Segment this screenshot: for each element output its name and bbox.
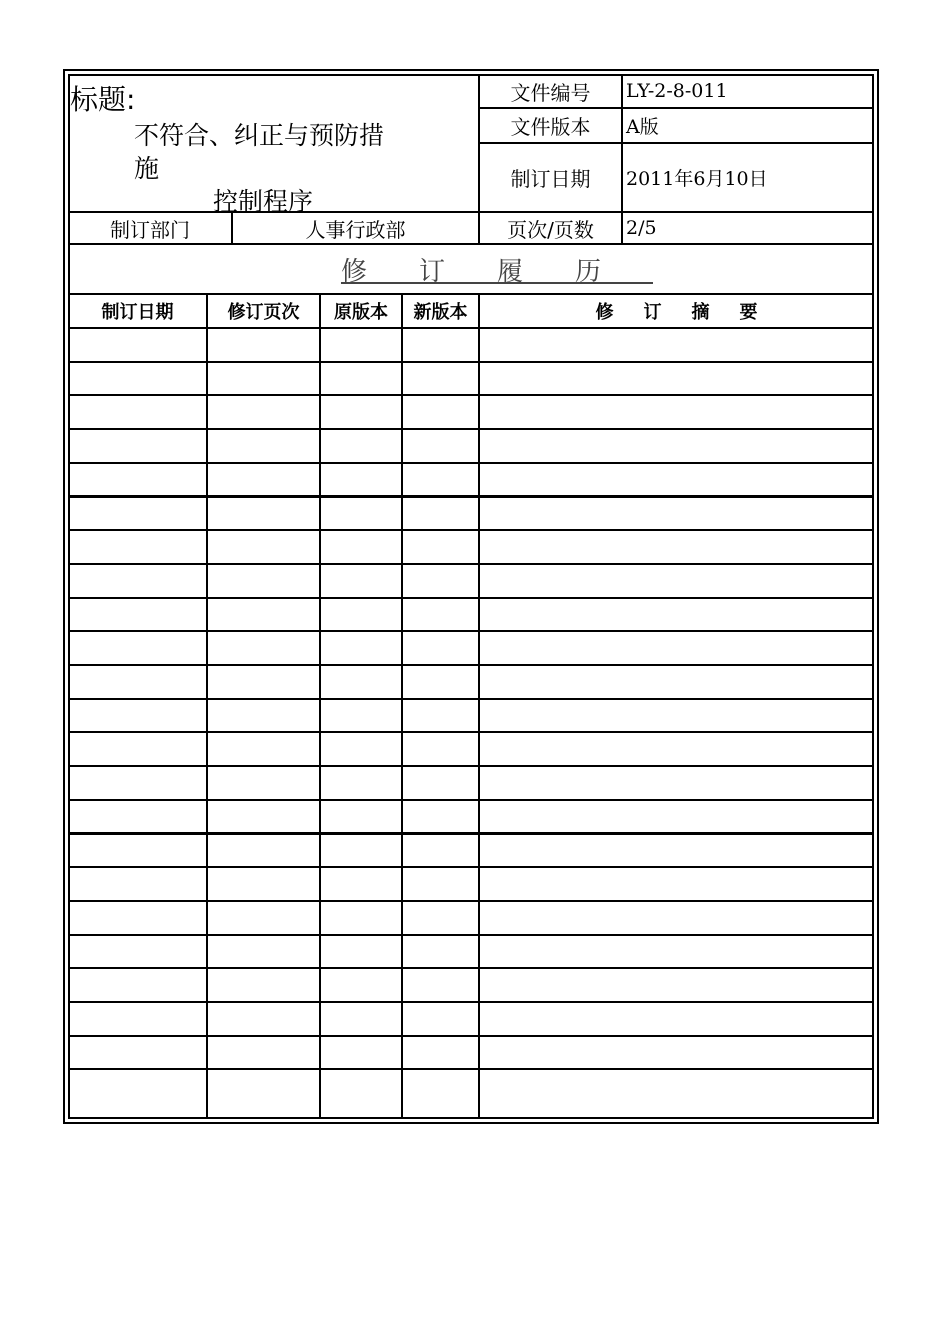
table-cell [68,362,208,397]
table-cell [479,766,874,801]
table-cell [68,564,208,599]
table-cell [479,395,874,430]
dept-label: 制订部门 [68,212,233,245]
table-cell [320,497,403,532]
table-cell [320,1036,403,1071]
table-cell [320,834,403,869]
table-cell [320,328,403,363]
table-cell [207,732,321,767]
doc-no-value: LY-2-8-011 [622,74,874,108]
table-cell [402,867,480,902]
table-cell [402,935,480,970]
col-header-date: 制订日期 [68,294,208,329]
table-cell [479,834,874,869]
table-cell [207,968,321,1003]
title-label: 标题: [70,83,136,116]
table-cell [207,429,321,464]
table-cell [68,395,208,430]
table-cell [207,463,321,498]
table-cell [402,766,480,801]
table-cell [402,800,480,835]
table-cell [320,699,403,734]
revision-title [70,246,872,292]
table-cell [320,631,403,666]
table-cell [207,935,321,970]
table-cell [402,834,480,869]
table-cell [320,766,403,801]
table-cell [479,328,874,363]
table-cell [479,631,874,666]
table-cell [479,497,874,532]
col-header-new-version: 新版本 [402,294,480,329]
table-cell [320,1002,403,1037]
table-cell [479,429,874,464]
table-cell [68,429,208,464]
table-cell [207,800,321,835]
table-cell [402,1069,480,1119]
table-cell [320,800,403,835]
col-header-pages: 修订页次 [207,294,321,329]
col-header-old-version: 原版本 [320,294,403,329]
table-cell [320,867,403,902]
table-cell [479,665,874,700]
version-label: 文件版本 [479,107,623,143]
table-cell [68,800,208,835]
version-value: A版 [622,107,874,143]
revision-title-text: 修订履历 [340,256,653,287]
table-cell [402,665,480,700]
table-cell [207,901,321,936]
table-cell [207,766,321,801]
table-cell [479,968,874,1003]
table-cell [207,1002,321,1037]
table-cell [320,935,403,970]
table-cell [402,1036,480,1071]
table-cell [479,530,874,565]
table-cell [207,530,321,565]
table-cell [479,1036,874,1071]
table-cell [68,699,208,734]
table-cell [68,1002,208,1037]
table-cell [207,665,321,700]
table-cell [479,867,874,902]
table-cell [479,1002,874,1037]
date-label: 制订日期 [479,142,623,213]
table-cell [207,598,321,633]
table-cell [402,564,480,599]
table-cell [207,834,321,869]
table-cell [320,1069,403,1119]
table-cell [320,732,403,767]
table-cell [402,463,480,498]
table-cell [320,564,403,599]
table-cell [479,699,874,734]
title-line-2: 施 [134,154,160,183]
table-cell [402,1002,480,1037]
table-cell [402,968,480,1003]
table-cell [479,901,874,936]
table-cell [320,429,403,464]
table-cell [207,699,321,734]
table-cell [479,463,874,498]
table-cell [68,766,208,801]
table-cell [402,429,480,464]
table-cell [320,665,403,700]
table-cell [68,867,208,902]
table-cell [402,328,480,363]
table-cell [479,598,874,633]
table-cell [479,362,874,397]
table-cell [207,867,321,902]
table-cell [68,732,208,767]
table-cell [68,901,208,936]
table-cell [320,968,403,1003]
table-cell [320,395,403,430]
table-cell [402,598,480,633]
table-cell [68,463,208,498]
table-cell [320,598,403,633]
title-line-3: 控制程序 [213,187,314,216]
date-value: 2011年6月10日 [622,142,874,213]
table-cell [207,1069,321,1119]
table-cell [207,631,321,666]
table-cell [402,631,480,666]
table-cell [68,1036,208,1071]
title-line-1: 不符合、纠正与预防措 [134,121,385,150]
doc-no-label: 文件编号 [479,74,623,108]
dept-value: 人事行政部 [232,212,480,245]
table-cell [479,564,874,599]
table-cell [68,631,208,666]
table-cell [402,362,480,397]
table-cell [207,362,321,397]
table-cell [479,732,874,767]
page-value: 2/5 [622,212,874,245]
table-cell [68,935,208,970]
table-cell [320,530,403,565]
table-cell [320,463,403,498]
table-cell [479,935,874,970]
table-cell [68,328,208,363]
table-cell [320,901,403,936]
table-cell [68,497,208,532]
table-cell [68,968,208,1003]
table-cell [402,530,480,565]
table-cell [479,800,874,835]
table-cell [402,901,480,936]
table-cell [68,1069,208,1119]
table-cell [68,834,208,869]
table-cell [402,395,480,430]
table-cell [402,699,480,734]
table-cell [207,328,321,363]
table-cell [402,497,480,532]
table-cell [207,395,321,430]
table-cell [68,665,208,700]
table-cell [207,1036,321,1071]
table-cell [207,497,321,532]
col-header-summary: 修订摘要 [479,294,874,329]
table-cell [68,598,208,633]
table-cell [320,362,403,397]
table-cell [68,530,208,565]
table-cell [479,1069,874,1119]
table-cell [207,564,321,599]
table-cell [402,732,480,767]
page-label: 页次/页数 [479,212,623,245]
